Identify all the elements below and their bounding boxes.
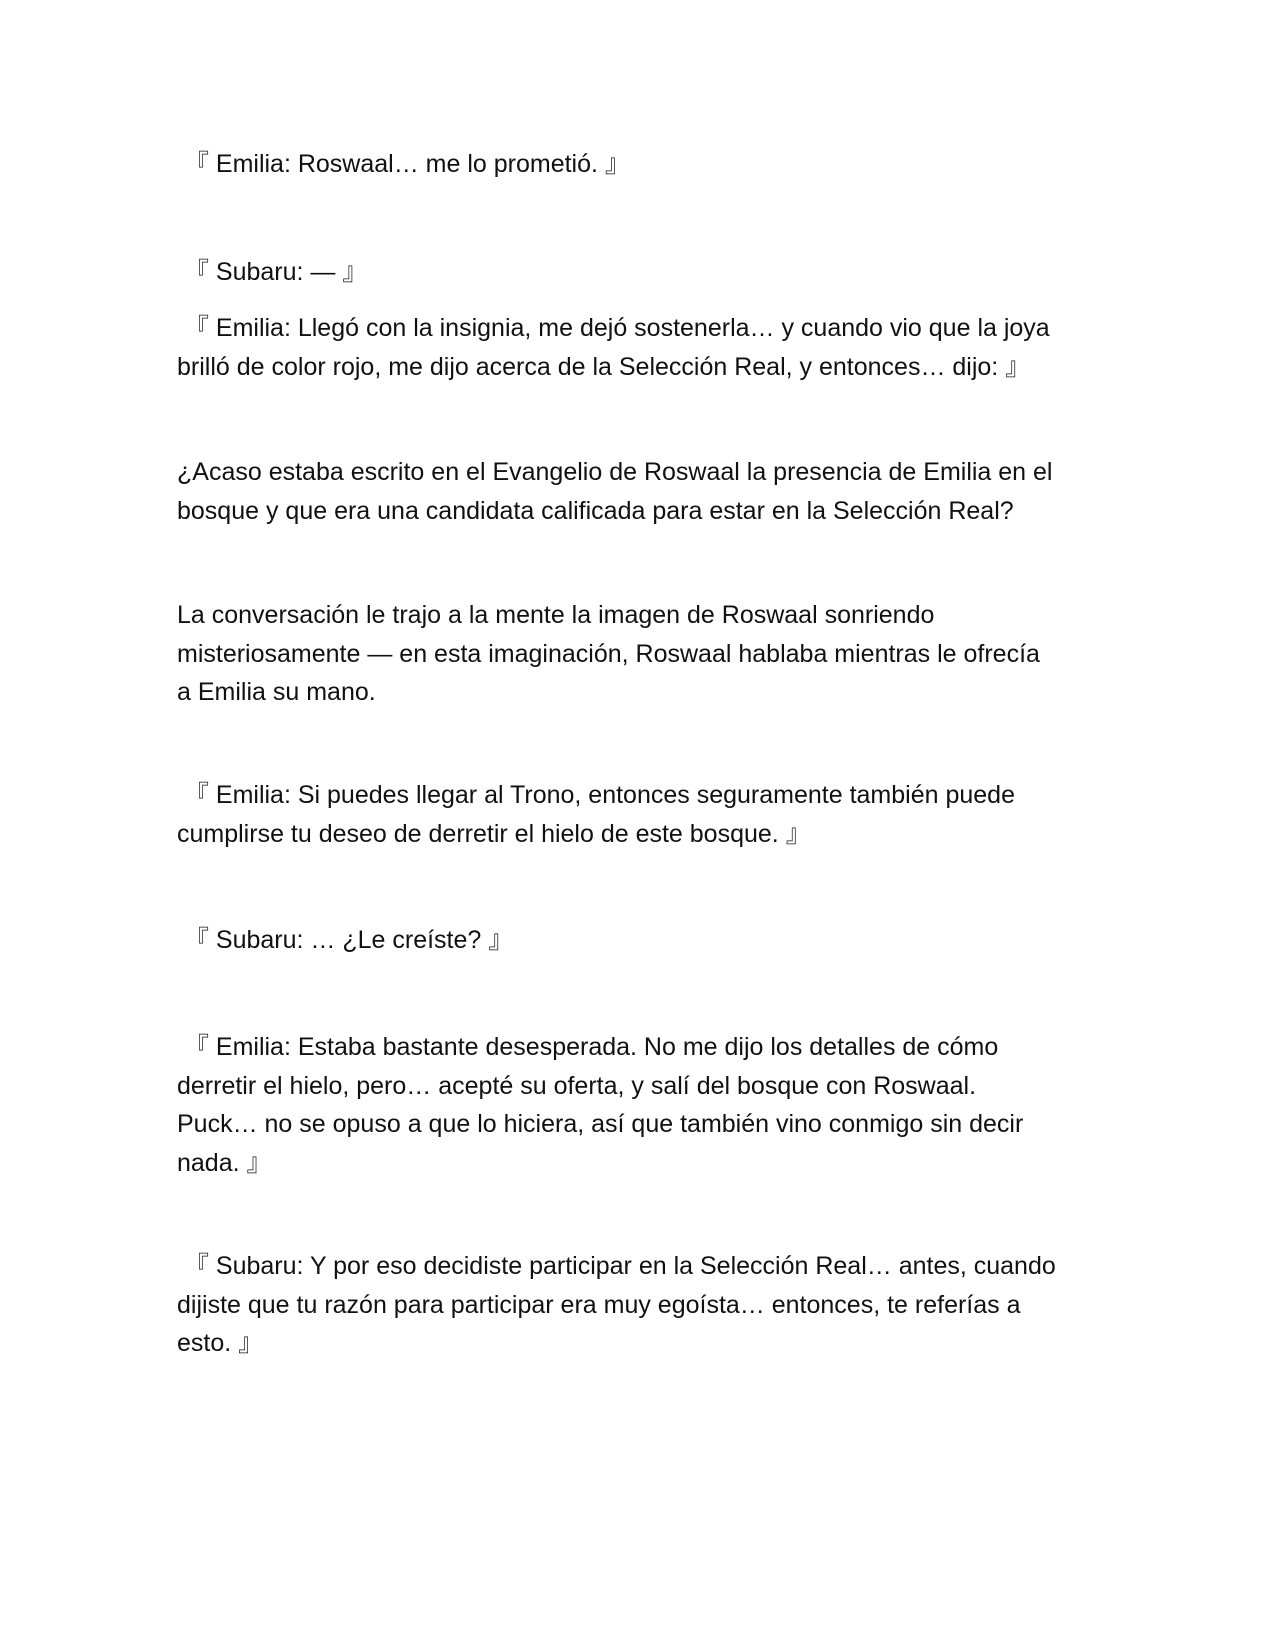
text-line: 『 Subaru: Y por eso decidiste participar en la Selección Real… antes, cuando <box>177 1252 1056 1280</box>
text-line: cumplirse tu deseo de derretir el hielo de este bosque. 』 <box>177 819 811 848</box>
text-line: derretir el hielo, pero… acepté su oferta, y salí del bosque con Roswaal. <box>177 1071 977 1100</box>
paragraph-subaru-believed <box>177 921 1107 960</box>
text-line: brilló de color rojo, me dijo acerca de la Selección Real, y entonces… dijo: 』 <box>177 352 1031 381</box>
paragraph-emilia-promise <box>177 145 1107 184</box>
text-line: La conversación le trajo a la mente la imagen de Roswaal sonriendo <box>177 601 935 629</box>
text-line: 『 Emilia: Llegó con la insignia, me dejó sostenerla… y cuando vio que la joya <box>177 314 1050 342</box>
paragraph-narration-roswaal-image <box>177 596 1107 712</box>
text-line: dijiste que tu razón para participar era muy egoísta… entonces, te referías a <box>177 1290 1021 1319</box>
text-line: bosque y que era una candidata calificada para estar en la Selección Real? <box>177 496 1014 525</box>
paragraph-subaru-silence <box>177 253 1107 292</box>
text-line: a Emilia su mano. <box>177 678 376 706</box>
text-line: misteriosamente — en esta imaginación, Roswaal hablaba mientras le ofrecía <box>177 639 1040 668</box>
text-line: ¿Acaso estaba escrito en el Evangelio de Roswaal la presencia de Emilia en el <box>177 458 1053 486</box>
text-line: 『 Emilia: Si puedes llegar al Trono, entonces seguramente también puede <box>177 781 1015 809</box>
text-line: 『 Subaru: … ¿Le creíste? 』 <box>177 926 514 954</box>
paragraph-subaru-selection <box>177 1247 1107 1363</box>
text-line: Puck… no se opuso a que lo hiciera, así que también vino conmigo sin decir <box>177 1110 1024 1138</box>
paragraph-emilia-throne <box>177 776 1107 853</box>
paragraph-emilia-insignia <box>177 309 1107 386</box>
text-line: 『 Emilia: Roswaal… me lo prometió. 』 <box>177 150 630 178</box>
text-line: esto. 』 <box>177 1329 264 1357</box>
text-line: nada. 』 <box>177 1148 272 1177</box>
text-line: 『 Subaru: — 』 <box>177 258 368 286</box>
paragraph-emilia-desperate <box>177 1028 1107 1182</box>
text-line: 『 Emilia: Estaba bastante desesperada. No me dijo los detalles de cómo <box>177 1033 999 1061</box>
paragraph-narration-gospel <box>177 453 1107 530</box>
